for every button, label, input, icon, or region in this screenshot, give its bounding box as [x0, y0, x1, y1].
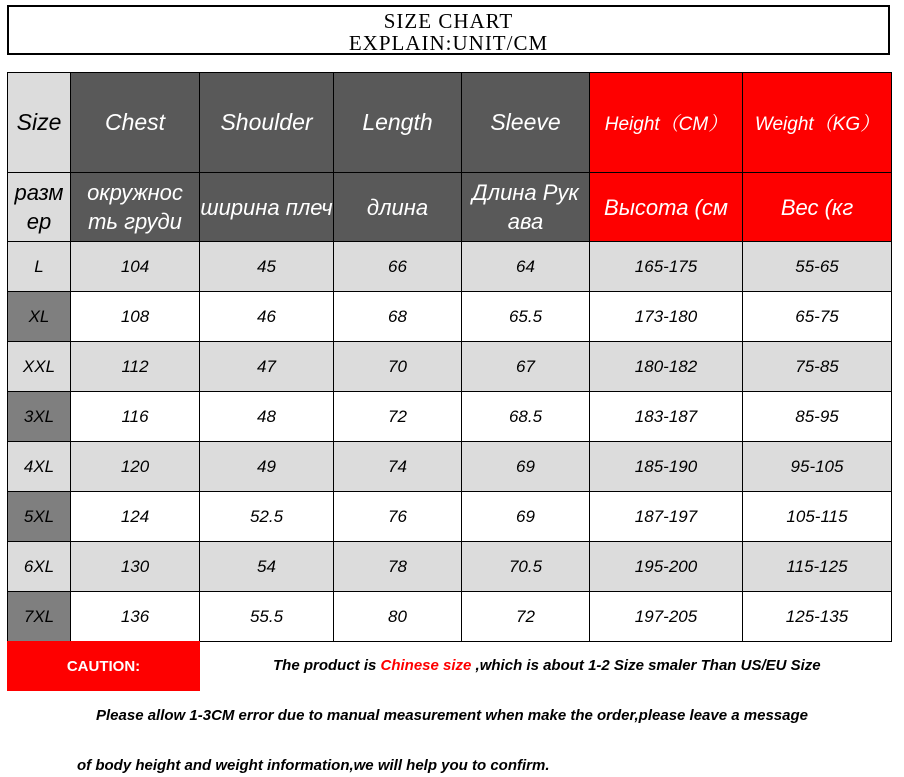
cell-height: 195-200 — [590, 542, 743, 592]
cell-sleeve: 72 — [462, 592, 590, 642]
header-row-en — [8, 73, 892, 173]
cell-size: 6XL — [8, 542, 71, 592]
cell-chest: 108 — [71, 292, 200, 342]
cell-height: 180-182 — [590, 342, 743, 392]
cell-sleeve: 69 — [462, 492, 590, 542]
cell-length: 66 — [334, 242, 462, 292]
table-row — [8, 442, 892, 492]
cell-weight: 125-135 — [743, 592, 892, 642]
cell-size: 3XL — [8, 392, 71, 442]
cell-size: XL — [8, 292, 71, 342]
cell-chest: 104 — [71, 242, 200, 292]
header-size: Size — [8, 73, 71, 173]
header-row-ru — [8, 173, 892, 242]
cell-chest: 124 — [71, 492, 200, 542]
cell-chest: 130 — [71, 542, 200, 592]
cell-shoulder: 47 — [200, 342, 334, 392]
header-chest: Chest — [71, 73, 200, 173]
header-shoulder-ru: ширина плеч — [200, 173, 334, 242]
caution-text-after: ,which is about 1-2 Size smaler Than US/EU Size — [471, 657, 821, 674]
cell-size: XXL — [8, 342, 71, 392]
cell-weight: 115-125 — [743, 542, 892, 592]
cell-length: 70 — [334, 342, 462, 392]
size-rows — [8, 242, 892, 642]
table-row — [8, 492, 892, 542]
cell-shoulder: 46 — [200, 292, 334, 342]
header-shoulder: Shoulder — [200, 73, 334, 173]
table-row — [8, 292, 892, 342]
cell-chest: 112 — [71, 342, 200, 392]
cell-height: 197-205 — [590, 592, 743, 642]
header-weight: Weight（KG） — [743, 73, 892, 173]
cell-chest: 116 — [71, 392, 200, 442]
header-length-ru: длина — [334, 173, 462, 242]
table-row — [8, 592, 892, 642]
title-box — [7, 5, 890, 55]
cell-chest: 136 — [71, 592, 200, 642]
confirm-note: of body height and weight information,we will help you to confirm. — [77, 757, 550, 774]
cell-length: 72 — [334, 392, 462, 442]
cell-weight: 85-95 — [743, 392, 892, 442]
caution-label: CAUTION: — [7, 641, 200, 691]
cell-weight: 105-115 — [743, 492, 892, 542]
measurement-note: Please allow 1-3CM error due to manual measurement when make the order,please leave a message — [96, 707, 808, 724]
caution-text-before: The product is — [273, 657, 381, 674]
cell-shoulder: 49 — [200, 442, 334, 492]
cell-size: 5XL — [8, 492, 71, 542]
cell-sleeve: 65.5 — [462, 292, 590, 342]
cell-height: 185-190 — [590, 442, 743, 492]
unit-explanation: EXPLAIN:UNIT/CM — [348, 31, 549, 55]
header-sleeve: Sleeve — [462, 73, 590, 173]
cell-weight: 65-75 — [743, 292, 892, 342]
header-weight-ru: Вес (кг — [743, 173, 892, 242]
cell-shoulder: 45 — [200, 242, 334, 292]
header-length: Length — [334, 73, 462, 173]
cell-sleeve: 68.5 — [462, 392, 590, 442]
cell-length: 68 — [334, 292, 462, 342]
cell-sleeve: 69 — [462, 442, 590, 492]
caution-text — [273, 657, 821, 674]
header-height-ru: Высота (см — [590, 173, 743, 242]
chinese-size-highlight: Chinese size — [380, 657, 472, 674]
header-chest-ru: окружнос ть груди — [71, 173, 200, 242]
cell-length: 78 — [334, 542, 462, 592]
cell-size: 7XL — [8, 592, 71, 642]
cell-chest: 120 — [71, 442, 200, 492]
header-height: Height（CM） — [590, 73, 743, 173]
cell-sleeve: 70.5 — [462, 542, 590, 592]
cell-weight: 75-85 — [743, 342, 892, 392]
cell-height: 173-180 — [590, 292, 743, 342]
cell-shoulder: 48 — [200, 392, 334, 442]
header-size-ru: разм ер — [8, 173, 71, 242]
header-sleeve-ru: Длина Рук ава — [462, 173, 590, 242]
table-row — [8, 342, 892, 392]
cell-height: 187-197 — [590, 492, 743, 542]
size-table — [7, 72, 892, 642]
cell-shoulder: 55.5 — [200, 592, 334, 642]
cell-sleeve: 67 — [462, 342, 590, 392]
cell-weight: 55-65 — [743, 242, 892, 292]
cell-length: 80 — [334, 592, 462, 642]
cell-height: 165-175 — [590, 242, 743, 292]
cell-shoulder: 54 — [200, 542, 334, 592]
table-row — [8, 392, 892, 442]
table-row — [8, 542, 892, 592]
cell-height: 183-187 — [590, 392, 743, 442]
cell-sleeve: 64 — [462, 242, 590, 292]
cell-length: 76 — [334, 492, 462, 542]
cell-size: L — [8, 242, 71, 292]
cell-size: 4XL — [8, 442, 71, 492]
cell-weight: 95-105 — [743, 442, 892, 492]
chart-title: SIZE CHART — [383, 9, 514, 33]
cell-length: 74 — [334, 442, 462, 492]
cell-shoulder: 52.5 — [200, 492, 334, 542]
table-row — [8, 242, 892, 292]
